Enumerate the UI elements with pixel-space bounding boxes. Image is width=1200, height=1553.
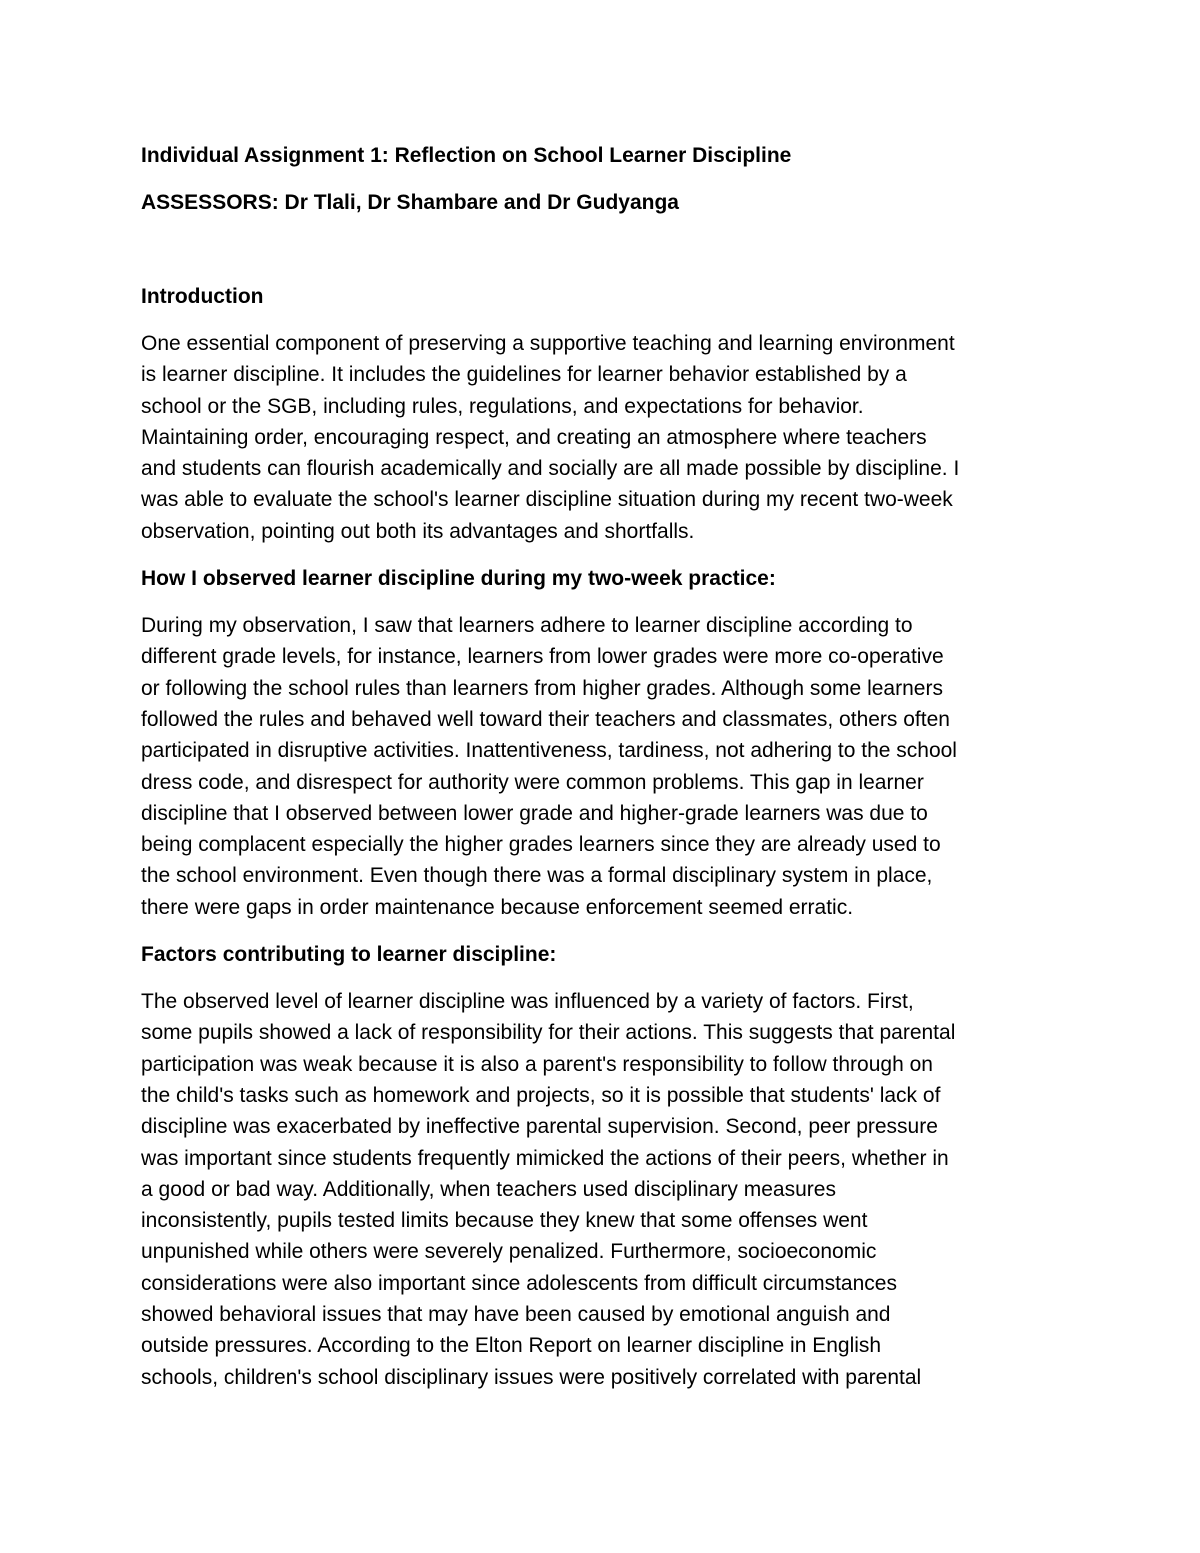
paragraph-line: discipline that I observed between lower grade and higher-grade learners was due to bbox=[141, 801, 928, 825]
paragraph-line: The observed level of learner discipline was influenced by a variety of factors. First, bbox=[141, 990, 914, 1014]
paragraph-line: participated in disruptive activities. Inattentiveness, tardiness, not adhering to the school bbox=[141, 739, 957, 763]
paragraph-line: or following the school rules than learners from higher grades. Although some learners bbox=[141, 676, 943, 700]
paragraph-line: discipline was exacerbated by ineffective parental supervision. Second, peer pressure bbox=[141, 1115, 938, 1139]
section-heading: Introduction bbox=[141, 285, 264, 308]
paragraph-line: considerations were also important since adolescents from difficult circumstances bbox=[141, 1271, 897, 1295]
paragraph-line: being complacent especially the higher grades learners since they are already used to bbox=[141, 833, 941, 857]
paragraph-line: Maintaining order, encouraging respect, and creating an atmosphere where teachers bbox=[141, 425, 927, 449]
paragraph-line: followed the rules and behaved well toward their teachers and classmates, others often bbox=[141, 707, 950, 731]
paragraph-line: some pupils showed a lack of responsibility for their actions. This suggests that parental bbox=[141, 1021, 956, 1045]
paragraph-line: observation, pointing out both its advantages and shortfalls. bbox=[141, 519, 695, 543]
section-introduction bbox=[141, 281, 1066, 547]
paragraph-line: is learner discipline. It includes the guidelines for learner behavior established by a bbox=[141, 363, 907, 387]
section-heading: How I observed learner discipline during my two-week practice: bbox=[141, 567, 776, 591]
document-page bbox=[141, 140, 1066, 1409]
paragraph-line: there were gaps in order maintenance because enforcement seemed erratic. bbox=[141, 895, 854, 919]
paragraph-line: different grade levels, for instance, learners from lower grades were more co-operative bbox=[141, 645, 944, 669]
paragraph-line: school or the SGB, including rules, regulations, and expectations for behavior. bbox=[141, 394, 864, 418]
section-observation bbox=[141, 563, 1066, 923]
paragraph-line: unpunished while others were severely penalized. Furthermore, socioeconomic bbox=[141, 1240, 877, 1264]
paragraph-line: and students can flourish academically and socially are all made possible by discipline. I bbox=[141, 457, 960, 481]
paragraph-line: was able to evaluate the school's learner discipline situation during my recent two-week bbox=[141, 488, 953, 512]
paragraph-line: the school environment. Even though there was a formal disciplinary system in place, bbox=[141, 864, 933, 888]
section-factors bbox=[141, 939, 1066, 1393]
section-paragraph bbox=[141, 986, 1066, 1393]
paragraph-line: During my observation, I saw that learners adhere to learner discipline according to bbox=[141, 614, 913, 638]
paragraph-line: a good or bad way. Additionally, when teachers used disciplinary measures bbox=[141, 1177, 836, 1201]
paragraph-line: was important since students frequently mimicked the actions of their peers, whether in bbox=[141, 1146, 949, 1170]
section-paragraph bbox=[141, 610, 1066, 923]
paragraph-line: showed behavioral issues that may have been caused by emotional anguish and bbox=[141, 1303, 891, 1327]
paragraph-line: outside pressures. According to the Elton Report on learner discipline in English bbox=[141, 1334, 882, 1358]
section-heading: Factors contributing to learner discipline: bbox=[141, 943, 557, 967]
section-paragraph bbox=[141, 328, 1066, 547]
paragraph-line: the child's tasks such as homework and projects, so it is possible that students' lack of bbox=[141, 1083, 941, 1107]
paragraph-line: inconsistently, pupils tested limits because they knew that some offenses went bbox=[141, 1209, 868, 1233]
paragraph-line: dress code, and disrespect for authority were common problems. This gap in learner bbox=[141, 770, 924, 794]
document-title: Individual Assignment 1: Reflection on School Learner Discipline bbox=[141, 144, 792, 167]
paragraph-line: schools, children's school disciplinary issues were positively correlated with parental bbox=[141, 1365, 922, 1389]
assessors-line: ASSESSORS: Dr Tlali, Dr Shambare and Dr Gudyanga bbox=[141, 191, 679, 214]
paragraph-line: One essential component of preserving a supportive teaching and learning environment bbox=[141, 332, 955, 355]
paragraph-line: participation was weak because it is also a parent's responsibility to follow through on bbox=[141, 1052, 933, 1076]
